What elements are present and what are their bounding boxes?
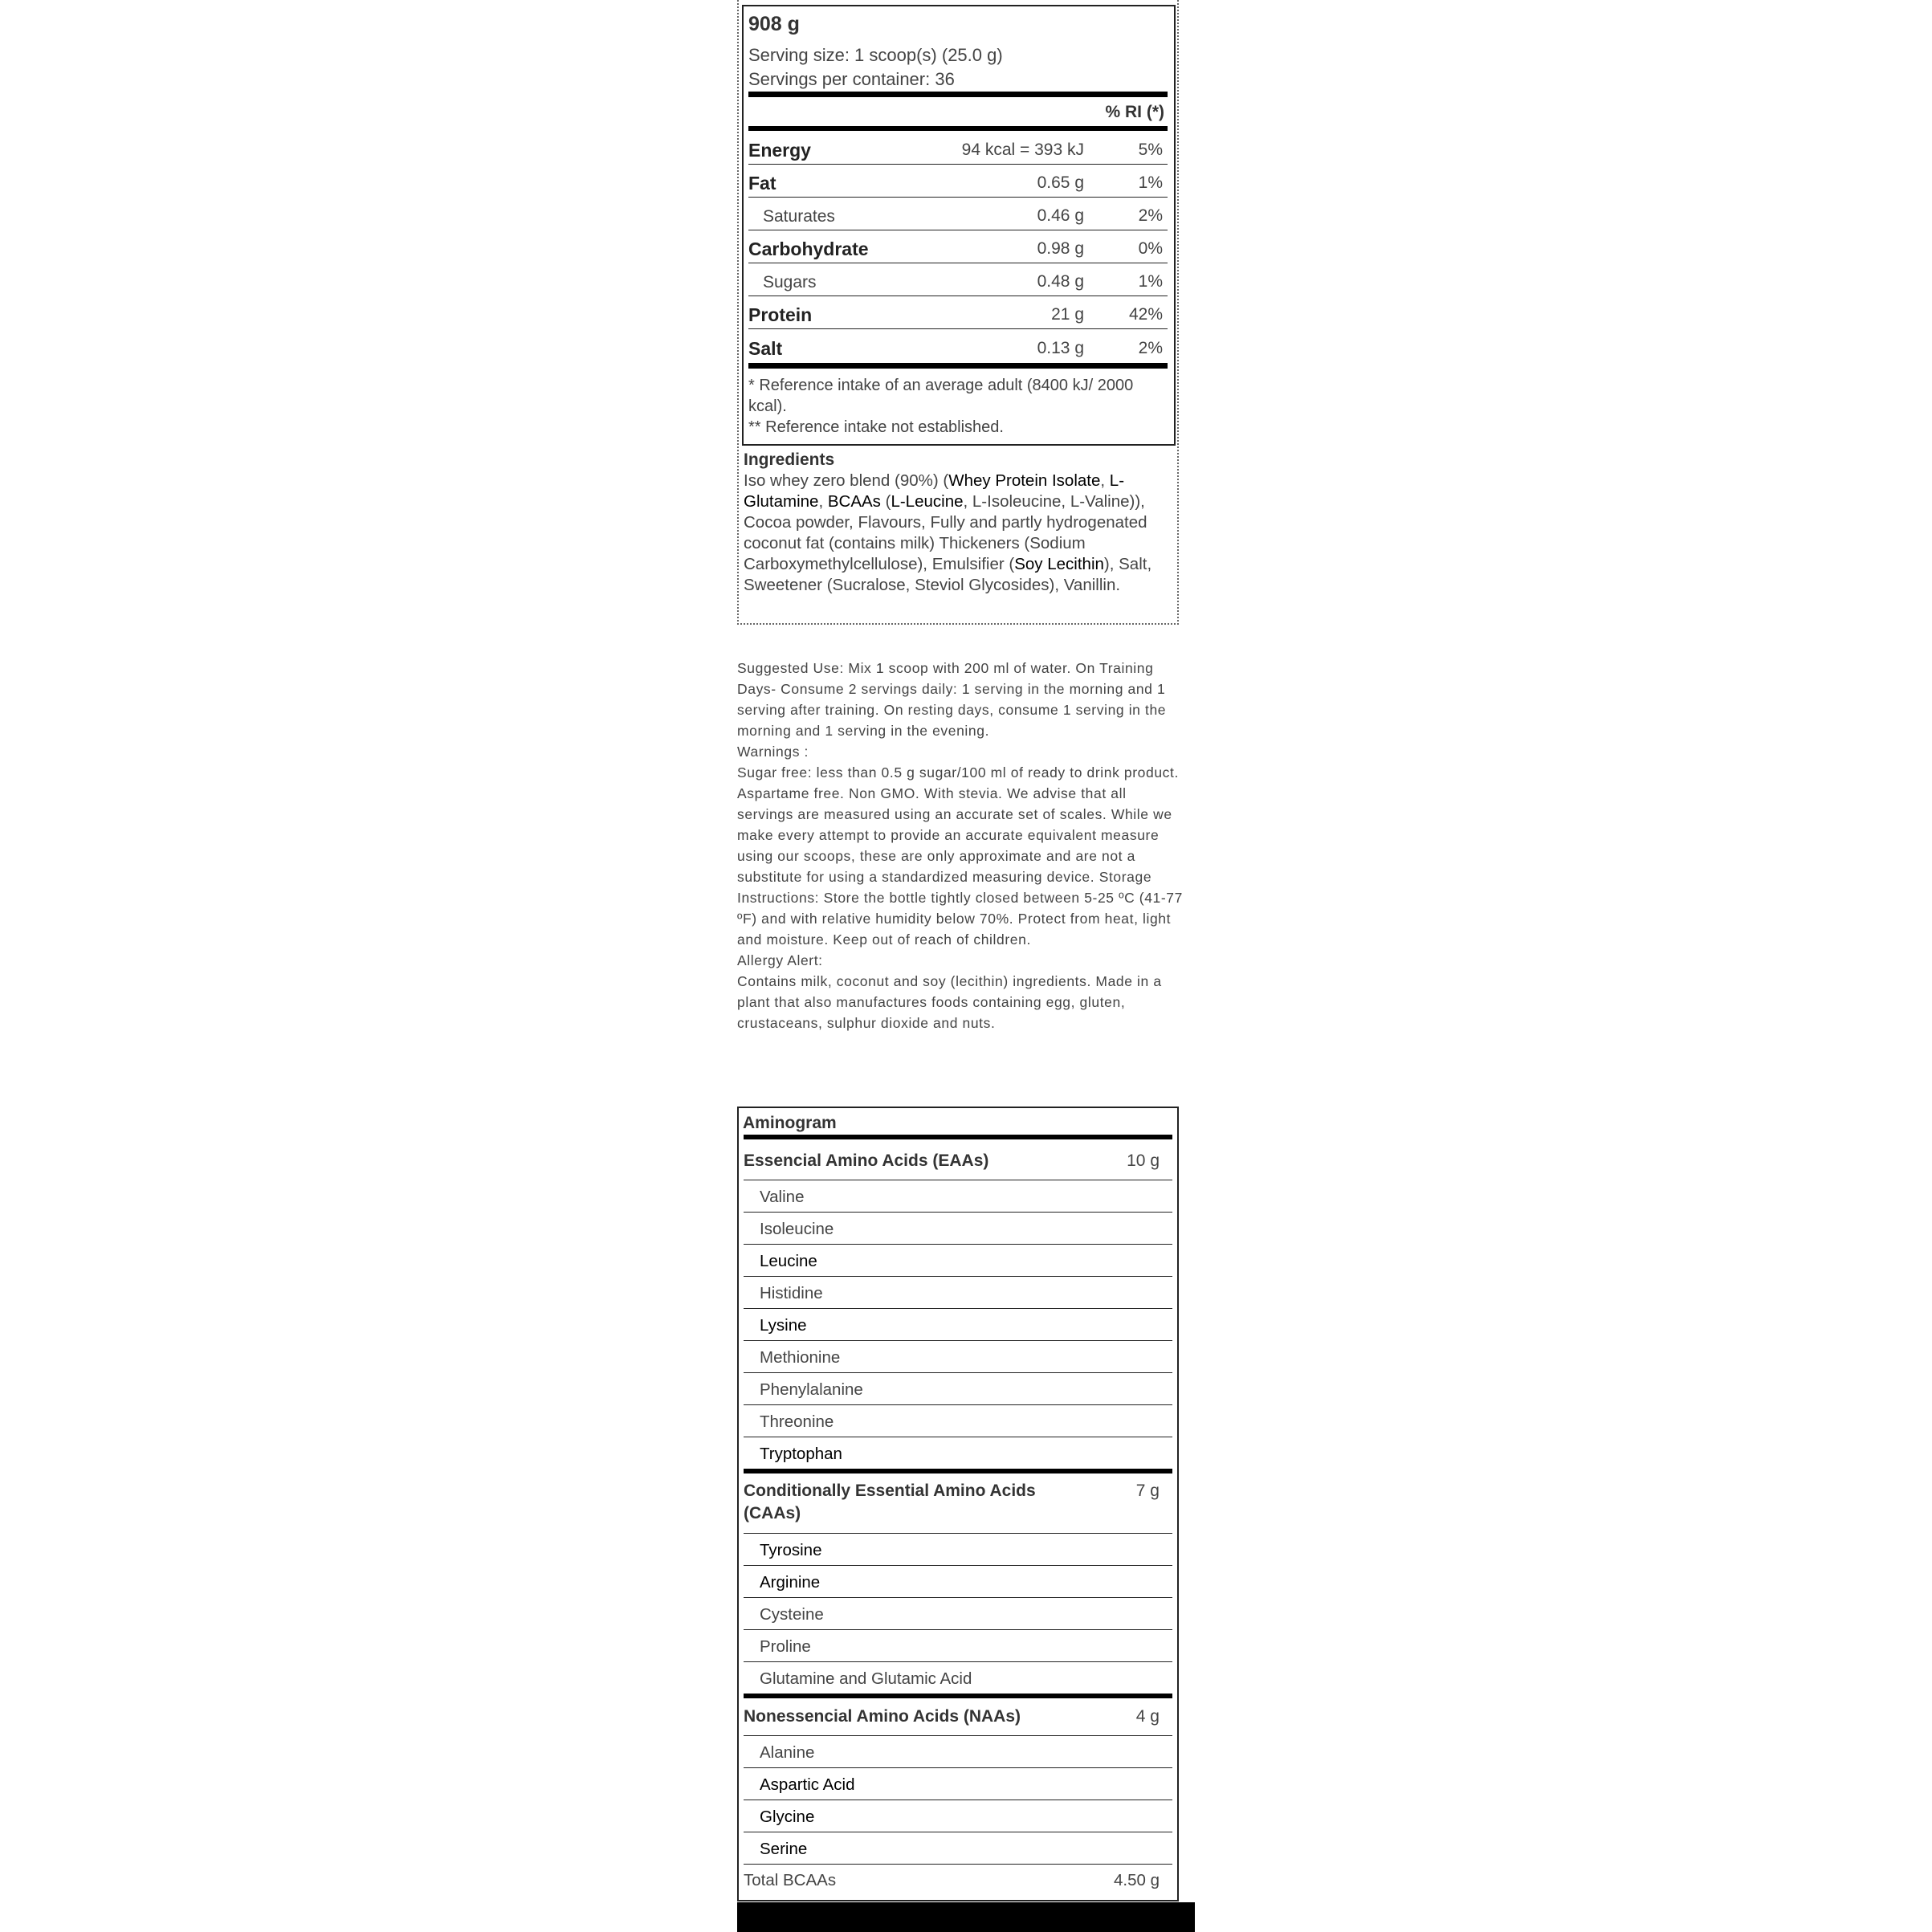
amino-row [744,1767,1172,1800]
nutrient-amount: 0.48 g [1037,272,1084,291]
amino-row [744,1404,1172,1437]
amino-name: Lysine [760,1316,807,1335]
group-name: Nonessencial Amino Acids (NAAs) [744,1707,1021,1726]
nutrient-row-sugars [748,263,1168,296]
amino-row [744,1340,1172,1372]
nutrient-name: Protein [748,304,813,325]
footnote-not-established: ** Reference intake not established. [748,418,1004,436]
amino-row [744,1180,1172,1212]
amino-name: Arginine [760,1573,821,1592]
servings-per-container: Servings per container: 36 [748,69,955,89]
eaa-group-header [744,1150,1172,1179]
amino-row [744,1437,1172,1469]
nutrient-amount: 0.13 g [1037,339,1084,357]
amino-name: Phenylalanine [760,1380,863,1399]
nutrient-name: Fat [748,173,776,194]
ingredients-allergen: L-Glutamine [744,471,1125,511]
aminogram-title: Aminogram [743,1114,837,1132]
amino-row [744,1735,1172,1767]
amino-name: Tryptophan [760,1445,842,1463]
group-name: Essencial Amino Acids (EAAs) [744,1151,989,1170]
ingredients-part: , L-Isoleucine, L-Valine)), Cocoa powder, Flavours, Fully and partly hydrogenated coconut fat (contains milk) Thickeners (Sodium Carboxymethylcellulose), Emulsifier ( [744,492,1147,573]
amino-name: Glycine [760,1808,815,1826]
group-amount: 10 g [1127,1151,1160,1170]
group-amount: 4 g [1135,1707,1160,1726]
amino-row [744,1565,1172,1597]
ingredients-allergen: L-Leucine [891,492,964,511]
usage-section [737,658,1183,1033]
ingredients-allergen: Soy Lecithin [1014,555,1104,573]
nutrient-amount: 0.65 g [1037,173,1084,192]
amino-row [744,1212,1172,1244]
amino-name: Alanine [760,1743,815,1762]
ingredients-part: Iso whey zero blend (90%) ( [744,471,949,490]
amino-row [744,1661,1172,1694]
nutrient-ri: 42% [1128,305,1163,324]
amino-name: Aspartic Acid [760,1775,855,1794]
amino-name: Methionine [760,1348,841,1367]
amino-name: Proline [760,1637,811,1656]
nutrient-name: Saturates [763,207,835,226]
nutrient-amount: 94 kcal = 393 kJ [961,141,1084,159]
nutrient-name: Sugars [763,273,817,291]
group-name: Conditionally Essential Amino Acids [744,1482,1036,1500]
nutrient-name: Energy [748,140,811,161]
amino-name: Glutamine and Glutamic Acid [760,1669,972,1688]
nutrient-row-salt [748,330,1168,363]
total-bcaas-value: 4.50 g [1114,1871,1160,1889]
amino-row [744,1372,1172,1404]
warnings-text: Sugar free: less than 0.5 g sugar/100 ml of ready to drink product. Aspartame free. Non GMO. With stevia. We advise that all servings are measured using an accurate set of scales. While we make every attempt to provide an accurate equivalent measure using our scoops, these are only approximate and are not a substitute for using a standardized measuring device. Storage Instructions: Store the bottle tightly closed between 5-25 ºC (41-77 ºF) and with relative humidity below 70%. Protect from heat, light and moisture. Keep out of reach of children. [737,764,1183,948]
caa-group-header [744,1480,1172,1530]
ingredients-allergen: BCAAs [827,492,881,511]
nutrient-amount: 0.98 g [1037,239,1084,258]
serving-size: Serving size: 1 scoop(s) (25.0 g) [748,45,1003,65]
amino-row [744,1276,1172,1308]
amino-row [744,1832,1172,1864]
ingredients-allergen: Whey Protein Isolate [948,471,1101,490]
group-name-line2: (CAAs) [744,1504,801,1522]
nutrient-ri: 5% [1138,141,1163,159]
allergy-text: Contains milk, coconut and soy (lecithin) ingredients. Made in a plant that also manufactures foods containing egg, gluten, crustaceans, sulphur dioxide and nuts. [737,973,1162,1031]
nutrient-row-saturates [748,198,1168,230]
amino-name: Histidine [760,1284,823,1302]
nutrient-row-energy [748,132,1168,165]
amino-name: Leucine [760,1252,817,1270]
total-bcaas-label: Total BCAAs [744,1871,837,1889]
black-footer-bar [737,1902,1195,1932]
nutrient-name: Salt [748,338,783,359]
nutrient-ri: 2% [1138,206,1163,225]
nutrient-ri: 1% [1138,173,1163,192]
ingredients-title: Ingredients [744,450,835,469]
nutrient-row-carbohydrate [748,230,1168,263]
thick-divider [744,1135,1172,1139]
amino-name: Tyrosine [760,1541,822,1559]
nutrient-amount: 0.46 g [1037,206,1084,225]
ingredients-part: ( [880,492,891,511]
nutrient-name: Carbohydrate [748,238,869,259]
ingredients-part: ), Salt, Sweetener (Sucralose, Steviol Glycosides), Vanillin. [744,555,1152,594]
amino-name: Serine [760,1840,808,1858]
nutrient-ri: 1% [1138,272,1163,291]
amino-name: Isoleucine [760,1220,834,1238]
thick-divider [748,363,1168,369]
group-amount: 7 g [1135,1482,1160,1500]
nutrient-row-protein [748,296,1168,329]
nutrient-amount: 21 g [1051,305,1084,324]
thick-divider [748,92,1168,97]
amino-row [744,1597,1172,1629]
nutrient-ri: 2% [1138,339,1163,357]
amino-name: Threonine [760,1412,834,1431]
suggested-use-text: Suggested Use: Mix 1 scoop with 200 ml of water. On Training Days- Consume 2 servings daily: 1 serving in the morning and 1 serving after training. On resting days, consume 1 serving in the morning and 1 serving in the evening. [737,660,1167,739]
amino-name: Valine [760,1188,805,1206]
ingredients-part: , [818,492,828,511]
thick-divider [744,1694,1172,1698]
ingredients-text [744,471,1176,596]
amino-row [744,1308,1172,1340]
amino-row [744,1800,1172,1832]
nutrient-ri: 0% [1138,239,1163,258]
warnings-label: Warnings : [737,744,809,760]
amino-row [744,1629,1172,1661]
naa-group-header [744,1706,1172,1734]
allergy-label: Allergy Alert: [737,952,823,968]
ingredients-part: , [1100,471,1110,490]
nutrient-row-fat [748,165,1168,198]
footnote-reference-intake: * Reference intake of an average adult (8400 kJ/ 2000 kcal). [748,377,1134,415]
amino-row [744,1533,1172,1565]
row-divider [744,1864,1172,1865]
ri-header: % RI (*) [1105,103,1164,121]
amino-row [744,1244,1172,1276]
thick-divider [744,1469,1172,1473]
amino-name: Cysteine [760,1605,824,1624]
net-weight: 908 g [748,13,800,35]
thick-divider [748,126,1168,131]
